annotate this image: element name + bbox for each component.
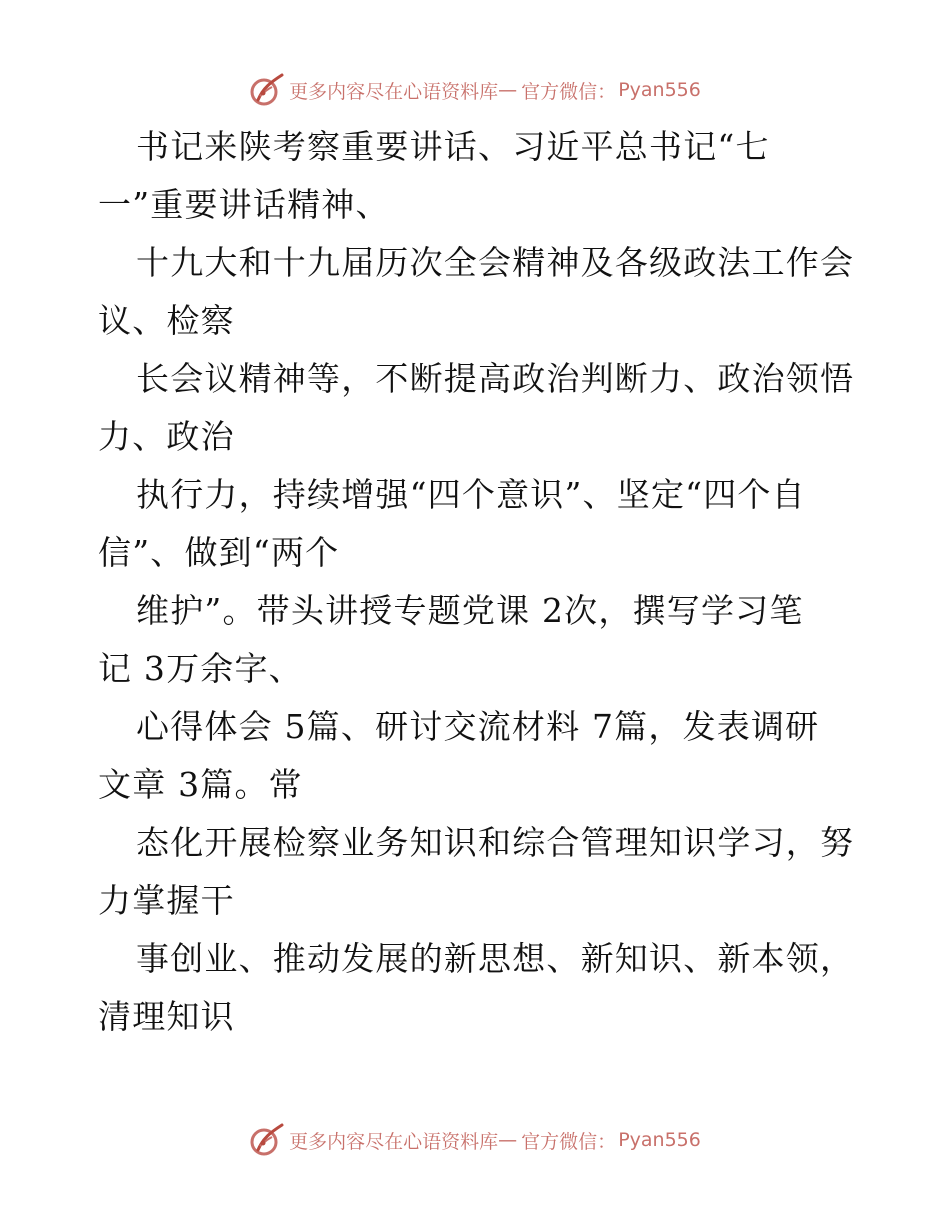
text-line: 清理知识 (98, 997, 235, 1036)
text-line: 维护”。带头讲授专题党课 2次，撰写学习笔 (136, 591, 804, 630)
brush-logo-icon (249, 72, 285, 108)
text-line: 十九大和十九届历次全会精神及各级政法工作会 (136, 243, 855, 282)
text-line: 文章 3篇。常 (98, 765, 303, 804)
banner-wechat-id: Pyan556 (618, 79, 701, 101)
text-line: 记 3万余字、 (98, 649, 303, 688)
text-line: 心得体会 5篇、研讨交流材料 7篇，发表调研 (136, 707, 820, 746)
text-line: 议、检察 (98, 301, 235, 340)
document-body (98, 118, 858, 1046)
banner-wechat-label: 官方微信： (521, 80, 617, 103)
footer-banner (0, 1120, 950, 1160)
banner-dash: — (498, 1129, 518, 1151)
text-line: 书记来陕考察重要讲话、习近平总书记“七 (136, 127, 770, 166)
text-line: 力、政治 (98, 417, 235, 456)
text-line: 一”重要讲话精神、 (98, 185, 390, 224)
brush-logo-icon (249, 1122, 285, 1158)
text-line: 信”、做到“两个 (98, 533, 340, 572)
text-line: 长会议精神等，不断提高政治判断力、政治领悟 (136, 359, 855, 398)
text-line: 态化开展检察业务知识和综合管理知识学习，努 (136, 823, 855, 862)
banner-main-text: 更多内容尽在心语资料库 (289, 80, 499, 103)
banner-dash: — (498, 79, 518, 101)
text-line: 事创业、推动发展的新思想、新知识、新本领， (136, 939, 855, 978)
text-line: 执行力，持续增强“四个意识”、坚定“四个自 (136, 475, 806, 514)
text-line: 力掌握干 (98, 881, 235, 920)
header-banner (0, 70, 950, 110)
banner-wechat-label: 官方微信： (521, 1130, 617, 1153)
banner-wechat-id: Pyan556 (618, 1129, 701, 1151)
banner-main-text: 更多内容尽在心语资料库 (289, 1130, 499, 1153)
